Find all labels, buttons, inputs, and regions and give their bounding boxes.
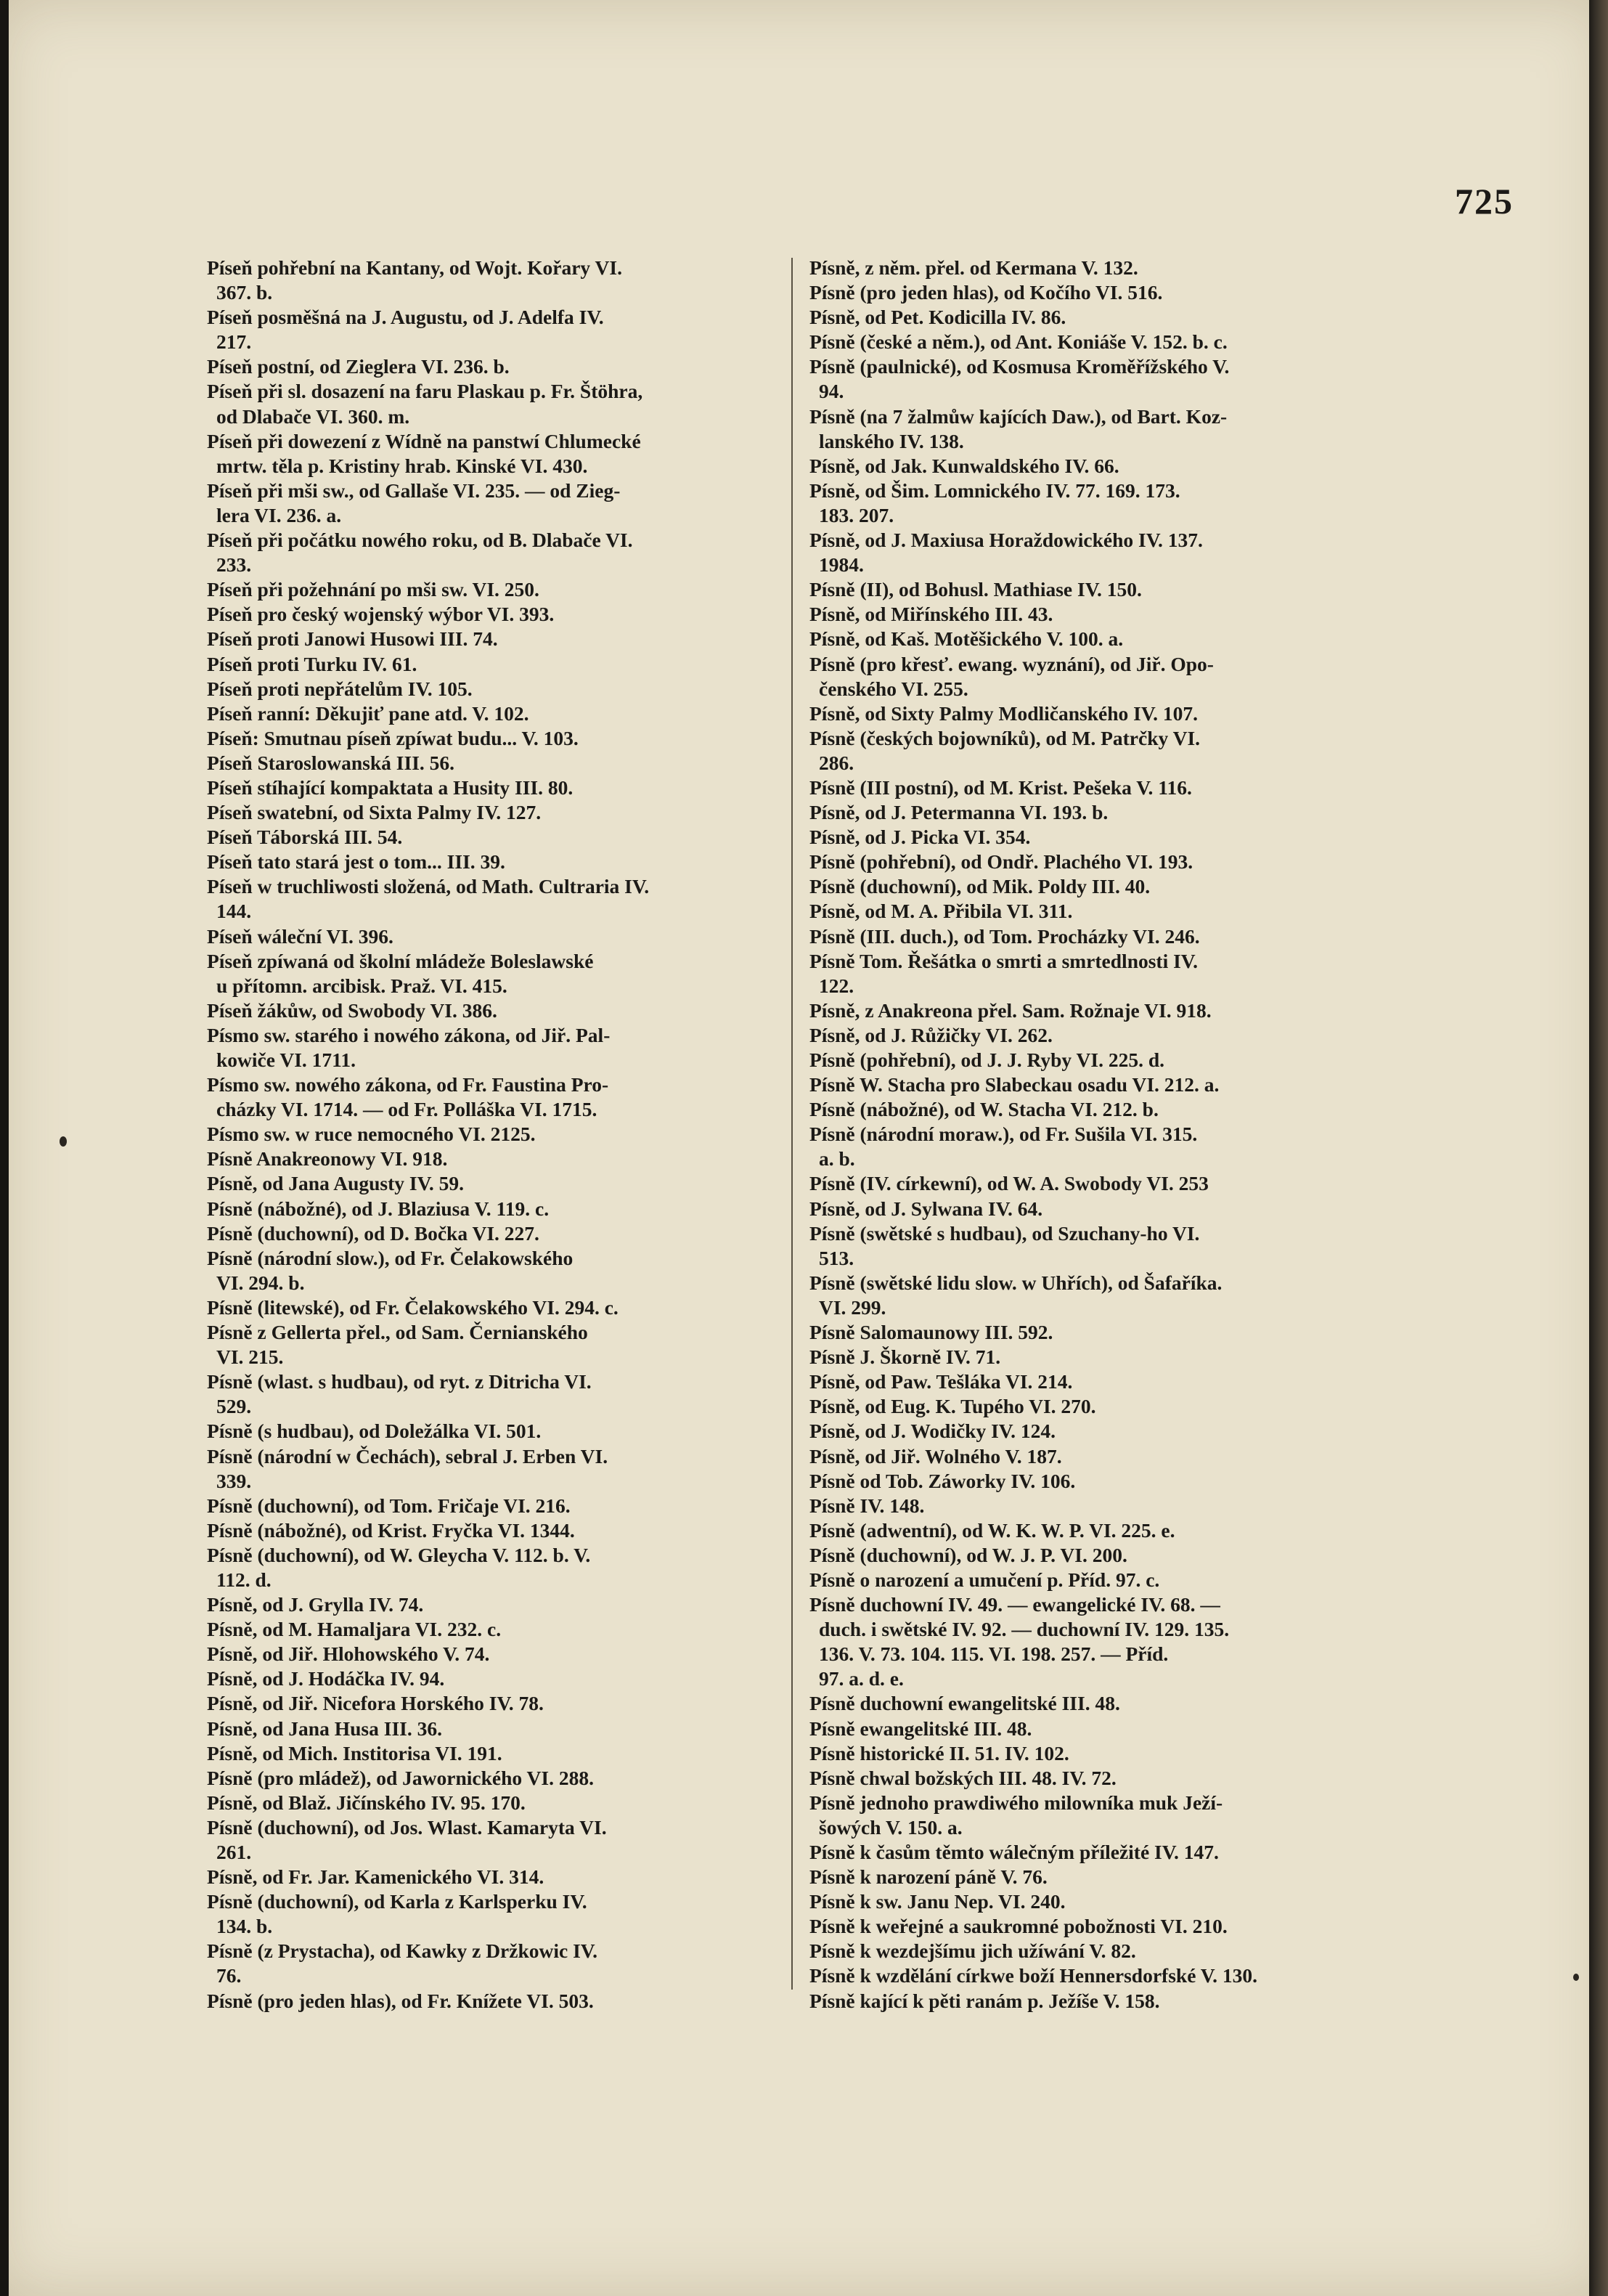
index-line: Píseň při požehnání po mši sw. VI. 250. [207,578,539,601]
index-line: Písně, od Kaš. Motěšického V. 100. a. [809,627,1124,651]
index-line: Písně, od Blaž. Jičínského IV. 95. 170. [207,1791,526,1814]
index-line: Písně k weřejné a saukromné pobožnosti VI. 210. [809,1915,1228,1938]
index-line: cházky VI. 1714. — od Fr. Polláška VI. 1715. [216,1098,597,1121]
index-line: Písně, od J. Grylla IV. 74. [207,1593,424,1616]
page-edge-shadow [1589,0,1608,2296]
index-line: duch. i swětské IV. 92. — duchowní IV. 129. 135. [819,1618,1230,1641]
index-line: Písně, od Jiř. Hlohowského V. 74. [207,1642,490,1666]
index-line: Písně, od Jana Augusty IV. 59. [207,1172,465,1195]
index-line: Píseň při dowezení z Wídně na panstwí Chlumecké [207,429,641,452]
index-line: Písně z Gellerta přel., od Sam. Černianského [207,1321,588,1344]
index-line: Písmo sw. w ruce nemocného VI. 2125. [207,1123,536,1146]
index-line: Písně (národní w Čechách), sebral J. Erben VI. [207,1444,608,1467]
index-line: VI. 299. [819,1295,886,1319]
index-line: Písně (z Prystacha), od Kawky z Držkowic IV. [207,1939,597,1963]
index-line: Písně, od Jak. Kunwaldského IV. 66. [809,454,1119,477]
index-line: Písně o narození a umučení p. Příd. 97. c. [809,1568,1160,1591]
index-line: Písně, od Sixty Palmy Modličanského IV. 107. [809,701,1199,725]
index-line: Píseň ranní: Děkujiť pane atd. V. 102. [207,701,529,725]
index-line: 122. [819,974,854,997]
index-line: Písně, z něm. přel. od Kermana V. 132. [809,256,1138,279]
index-line: Písně, od J. Wodičky IV. 124. [809,1420,1056,1443]
index-line: Písně ewangelitské III. 48. [809,1717,1032,1740]
index-line: VI. 215. [216,1346,284,1369]
index-line: Píseň swatební, od Sixta Palmy IV. 127. [207,801,542,824]
index-line: Písně Anakreonowy VI. 918. [207,1147,448,1171]
index-line: Písně (pohřební), od J. J. Ryby VI. 225. d. [809,1049,1165,1071]
ink-speck [60,1136,67,1147]
index-line: Písně (duchowní), od W. J. P. VI. 200. [809,1543,1127,1566]
index-line: kowiče VI. 1711. [216,1049,356,1071]
index-line: Písně k wzdělání církwe boží Hennersdorfské V. 130. [809,1964,1257,1987]
index-line: Písně chwal božských III. 48. IV. 72. [809,1766,1117,1789]
index-line: Písně W. Stacha pro Slabeckau osadu VI. 212. a. [809,1073,1220,1096]
index-line: 513. [819,1246,854,1269]
index-line: od Dlabače VI. 360. m. [216,404,410,428]
index-line: Píseň při mši sw., od Gallaše VI. 235. — od Zieg- [207,479,621,502]
index-line: lanského IV. 138. [819,429,964,452]
index-line: Písně historické II. 51. IV. 102. [809,1741,1069,1764]
index-line: lera VI. 236. a. [216,503,342,526]
index-line: čenského VI. 255. [819,677,968,700]
index-line: Píseň wáleční VI. 396. [207,924,393,948]
index-line: Písně (české a něm.), od Ant. Koniáše V. 152. b. c. [809,330,1228,354]
index-line: 76. [216,1964,242,1987]
index-line: Píseň zpíwaná od školní mládeže Boleslawské [207,949,594,972]
index-line: Písně, od J. Petermanna VI. 193. b. [809,801,1109,824]
index-line: VI. 294. b. [216,1271,305,1294]
book-gutter-shadow [0,0,9,2296]
index-line: Písně, od Jana Husa III. 36. [207,1717,442,1740]
index-line: Píseň: Smutnau píseň zpíwat budu... V. 103. [207,726,579,749]
index-line: Píseň w truchliwosti složená, od Math. Cultraria IV. [207,875,650,898]
index-line: Píseň žákůw, od Swobody VI. 386. [207,998,497,1022]
index-line: Písně (duchowní), od Tom. Fričaje VI. 216. [207,1494,571,1517]
index-line: 183. 207. [819,503,894,526]
index-line: Písně (swětské s hudbau), od Szuchany-ho VI. [809,1221,1200,1245]
index-line: 217. [216,330,252,354]
index-line: Písně (duchowní), od W. Gleycha V. 112. b. V. [207,1543,591,1566]
index-line: Píseň pohřební na Kantany, od Wojt. Kořary VI. [207,256,622,279]
index-line: Písně (III. duch.), od Tom. Procházky VI. 246. [809,924,1200,948]
index-line: šowých V. 150. a. [819,1815,963,1839]
index-line: Písmo sw. starého i nowého zákona, od Jiř. Pal- [207,1023,611,1046]
index-line: Písně k narození páně V. 76. [809,1865,1048,1889]
index-line: Písně, od J. Maxiusa Horaždowického IV. 137. [809,529,1203,552]
index-line: Písně jednoho prawdiwého milowníka muk Ježí- [809,1791,1223,1814]
index-line: Písně od Tob. Záworky IV. 106. [809,1469,1076,1492]
index-line: Písně duchowní ewangelitské III. 48. [809,1692,1120,1715]
index-line: Písně (litewské), od Fr. Čelakowského VI. 294. c. [207,1295,619,1319]
right-column [809,256,1390,2014]
index-line: Písně, od Eug. K. Tupého VI. 270. [809,1395,1096,1418]
index-line: Písně (II), od Bohusl. Mathiase IV. 150. [809,578,1142,601]
index-line: 112. d. [216,1568,272,1591]
index-line: Písně (pro křesť. ewang. wyznání), od Jiř. Opo- [809,652,1214,675]
index-line: Písně, od M. A. Přibila VI. 311. [809,900,1073,923]
index-line: Píseň proti Turku IV. 61. [207,652,417,675]
left-column [207,256,784,2014]
index-line: mrtw. těla p. Kristiny hrab. Kinské VI. 430. [216,454,588,477]
index-line: Písně, od Fr. Jar. Kamenického VI. 314. [207,1865,544,1889]
index-line: Písně, od Pet. Kodicilla IV. 86. [809,306,1066,329]
index-line: Písně (na 7 žalmůw kajících Daw.), od Bart. Koz- [809,404,1228,428]
page-number: 725 [1455,181,1514,221]
index-line: Písně, od J. Hodáčka IV. 94. [207,1667,445,1690]
index-line: Písně IV. 148. [809,1494,925,1517]
index-line: Píseň při počátku nowého roku, od B. Dlabače VI. [207,529,633,552]
index-line: Písně, od J. Růžičky VI. 262. [809,1023,1053,1046]
index-line: Písně (nábožné), od Krist. Fryčka VI. 1344. [207,1518,575,1542]
index-line: Písně (pro jeden hlas), od Kočího VI. 516. [809,281,1163,304]
index-line: Písně (českých bojowníků), od M. Patrčky VI. [809,726,1201,749]
index-line: Písně (pro mládež), od Jawornického VI. 288. [207,1766,594,1789]
index-line: Písně (III postní), od M. Krist. Pešeka V. 116. [809,775,1192,799]
index-line: Písně duchowní IV. 49. — ewangelické IV. 68. — [809,1593,1220,1616]
index-line: Písně (duchowní), od Jos. Wlast. Kamaryta VI. [207,1815,607,1839]
index-line: Písně, z Anakreona přel. Sam. Rožnaje VI. 918. [809,998,1212,1022]
index-line: Písně kající k pěti ranám p. Ježíše V. 158. [809,1989,1160,2012]
index-line: Písně, od Paw. Tešláka VI. 214. [809,1370,1073,1393]
index-line: 97. a. d. e. [819,1667,904,1690]
index-line: Písně (wlast. s hudbau), od ryt. z Ditricha VI. [207,1370,592,1393]
index-line: Píseň proti nepřátelům IV. 105. [207,677,473,700]
index-line: Písně, od M. Hamaljara VI. 232. c. [207,1618,502,1641]
index-line: Píseň pro český wojenský wýbor VI. 393. [207,603,555,626]
index-line: 367. b. [216,281,273,304]
index-line: Písně, od J. Picka VI. 354. [809,826,1031,849]
index-line: Písně (duchowní), od Mik. Poldy III. 40. [809,875,1151,898]
ink-speck [1573,1974,1579,1981]
index-line: Písně (swětské lidu slow. w Uhřích), od Šafaříka. [809,1271,1223,1294]
index-line: 261. [216,1841,252,1863]
index-line: 134. b. [216,1915,273,1938]
index-line: Písně, od Jiř. Wolného V. 187. [809,1444,1062,1467]
index-line: 1984. [819,553,864,577]
index-line: 286. [819,751,854,774]
index-line: Píseň posměšná na J. Augustu, od J. Adelfa IV. [207,306,604,329]
index-line: Písně (nábožné), od W. Stacha VI. 212. b. [809,1098,1159,1121]
index-line: Píseň tato stará jest o tom... III. 39. [207,850,505,874]
index-line: Píseň stíhající kompaktata a Husity III. 80. [207,775,574,799]
index-line: 136. V. 73. 104. 115. VI. 198. 257. — Příd. [819,1642,1169,1666]
index-line: Písně Tom. Řešátka o smrti a smrtedlnosti IV. [809,949,1199,972]
index-line: 339. [216,1469,252,1492]
index-line: Píseň postní, od Zieglera VI. 236. b. [207,355,510,378]
index-line: Píseň proti Janowi Husowi III. 74. [207,627,498,651]
index-line: Písně, od Jiř. Nicefora Horského IV. 78. [207,1692,544,1715]
index-line: Písně (pro jeden hlas), od Fr. Knížete VI. 503. [207,1989,594,2012]
index-line: Písně, od Miřínského III. 43. [809,603,1053,626]
index-line: Písně k časům těmto wálečným příležité IV. 147. [809,1841,1219,1863]
index-line: Píseň při sl. dosazení na faru Plaskau p. Fr. Štöhra, [207,380,643,403]
index-line: Písně, od Mich. Institorisa VI. 191. [207,1741,502,1764]
index-line: Píseň Táborská III. 54. [207,826,403,849]
index-line: Písně (duchowní), od D. Bočka VI. 227. [207,1221,539,1245]
index-line: Písně k sw. Janu Nep. VI. 240. [809,1890,1066,1913]
index-line: Písně k wezdejšímu jich užíwání V. 82. [809,1939,1136,1963]
index-line: Písně (adwentní), od W. K. W. P. VI. 225. e. [809,1518,1175,1542]
index-line: Písně (IV. církewní), od W. A. Swobody VI. 253 [809,1172,1209,1195]
index-line: 94. [819,380,844,403]
index-line: Písně (duchowní), od Karla z Karlsperku IV. [207,1890,587,1913]
index-line: Písně (paulnické), od Kosmusa Kroměřížského V. [809,355,1230,378]
index-line: Písně J. Škorně IV. 71. [809,1346,1001,1369]
index-line: Píseň Staroslowanská III. 56. [207,751,455,774]
index-line: Písmo sw. nowého zákona, od Fr. Faustina Pro- [207,1073,609,1096]
index-line: u přítomn. arcibisk. Praž. VI. 415. [216,974,507,997]
index-line: Písně (národní slow.), od Fr. Čelakowského [207,1246,574,1269]
index-line: Písně (nábožné), od J. Blaziusa V. 119. c. [207,1197,550,1220]
index-line: Písně Salomaunowy III. 592. [809,1321,1053,1344]
index-line: Písně, od J. Sylwana IV. 64. [809,1197,1043,1220]
index-line: Písně, od Šim. Lomnického IV. 77. 169. 173. [809,479,1180,502]
index-line: a. b. [819,1147,855,1171]
index-line: 144. [216,900,252,923]
index-line: Písně (pohřební), od Ondř. Plachého VI. 193. [809,850,1193,874]
column-divider [791,258,793,1990]
index-line: 233. [216,553,252,577]
index-line: Písně (národní moraw.), od Fr. Sušila VI. 315. [809,1123,1198,1146]
index-line: 529. [216,1395,252,1418]
index-line: Písně (s hudbau), od Doležálka VI. 501. [207,1420,542,1443]
